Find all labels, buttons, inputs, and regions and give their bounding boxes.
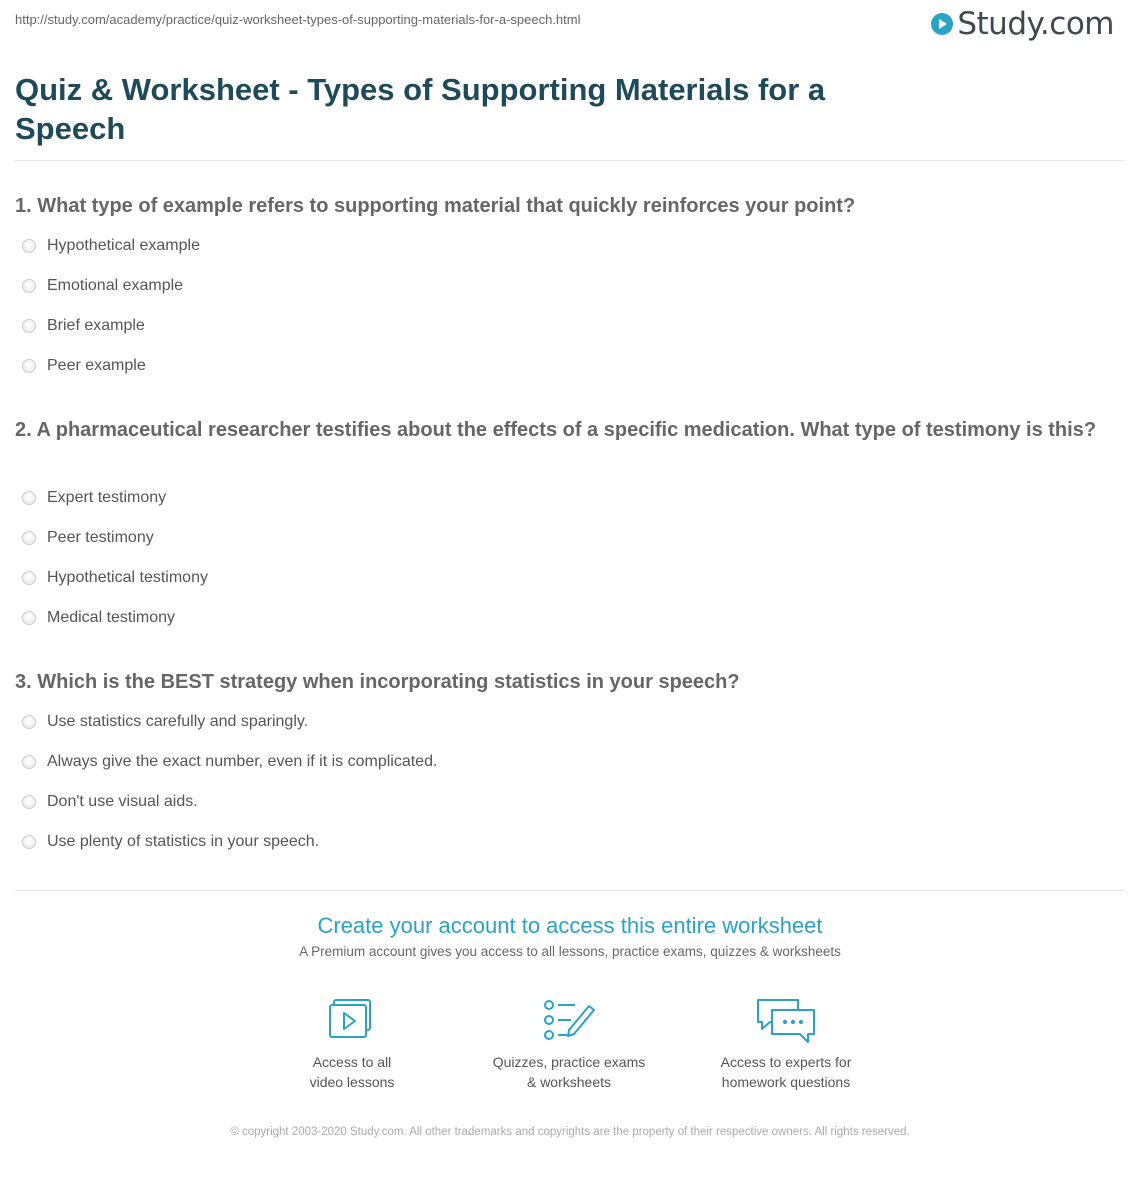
- question-3-option-2[interactable]: [22, 753, 437, 771]
- logo-text: Study.com: [957, 6, 1114, 42]
- radio-button[interactable]: [22, 835, 36, 849]
- feature-label: Quizzes, practice exams & worksheets: [492, 1054, 646, 1090]
- radio-button[interactable]: [22, 611, 36, 625]
- play-circle-icon: [931, 13, 953, 35]
- radio-button[interactable]: [22, 239, 36, 253]
- question-3-option-4[interactable]: [22, 833, 319, 851]
- option-label: Always give the exact number, even if it is complicated.: [47, 753, 438, 770]
- quiz-checklist-icon: [539, 996, 599, 1044]
- cta-title[interactable]: Create your account to access this entire worksheet: [317, 913, 823, 938]
- question-1-option-4[interactable]: [22, 357, 146, 375]
- video-lessons-icon: [322, 996, 382, 1044]
- feature-video-lessons: [257, 996, 447, 1092]
- question-3: 3. Which is the BEST strategy when incorporating statistics in your speech?: [15, 671, 740, 693]
- radio-button[interactable]: [22, 319, 36, 333]
- cta-subtitle: A Premium account gives you access to all lessons, practice exams, quizzes & worksheets: [299, 944, 841, 959]
- questions-divider: [15, 890, 1125, 891]
- option-label: Peer example: [47, 357, 146, 374]
- feature-quizzes: [474, 996, 664, 1092]
- radio-button[interactable]: [22, 531, 36, 545]
- option-label: Brief example: [47, 317, 145, 334]
- option-label: Emotional example: [47, 277, 184, 294]
- page-url: http://study.com/academy/practice/quiz-worksheet-types-of-supporting-materials-for-a-speech.html: [15, 12, 581, 27]
- title-divider: [15, 160, 1125, 161]
- radio-button[interactable]: [22, 571, 36, 585]
- question-1-option-2[interactable]: [22, 277, 183, 295]
- option-label: Medical testimony: [47, 609, 176, 626]
- page-title: Quiz & Worksheet - Types of Supporting Materials for a Speech: [15, 72, 826, 146]
- study-logo[interactable]: [931, 6, 1114, 42]
- option-label: Peer testimony: [47, 529, 154, 546]
- option-label: Use plenty of statistics in your speech.: [47, 833, 320, 850]
- question-1-option-3[interactable]: [22, 317, 145, 335]
- radio-button[interactable]: [22, 795, 36, 809]
- question-1-option-1[interactable]: [22, 237, 200, 255]
- question-2-option-4[interactable]: [22, 609, 175, 627]
- option-label: Expert testimony: [47, 489, 167, 506]
- question-1: 1. What type of example refers to supporting material that quickly reinforces your point?: [15, 195, 856, 217]
- question-3-option-1[interactable]: [22, 713, 308, 731]
- question-2-option-3[interactable]: [22, 569, 208, 587]
- radio-button[interactable]: [22, 359, 36, 373]
- copyright-notice: © copyright 2003-2020 Study.com. All other trademarks and copyrights are the property of their respective owners. All rights reserved.: [230, 1126, 910, 1138]
- option-label: Don't use visual aids.: [47, 793, 198, 810]
- option-label: Hypothetical testimony: [47, 569, 208, 586]
- radio-button[interactable]: [22, 279, 36, 293]
- chat-bubbles-icon: [754, 996, 818, 1044]
- radio-button[interactable]: [22, 715, 36, 729]
- feature-label: Access to experts for homework questions: [720, 1054, 852, 1090]
- question-2-option-1[interactable]: [22, 489, 166, 507]
- option-label: Use statistics carefully and sparingly.: [47, 713, 309, 730]
- question-2: 2. A pharmaceutical researcher testifies about the effects of a specific medication. What type of testimony is this?: [15, 419, 1097, 441]
- option-label: Hypothetical example: [47, 237, 200, 254]
- feature-label: Access to all video lessons: [309, 1054, 395, 1090]
- feature-experts: [691, 996, 881, 1092]
- radio-button[interactable]: [22, 755, 36, 769]
- radio-button[interactable]: [22, 491, 36, 505]
- question-2-option-2[interactable]: [22, 529, 154, 547]
- question-3-option-3[interactable]: [22, 793, 198, 811]
